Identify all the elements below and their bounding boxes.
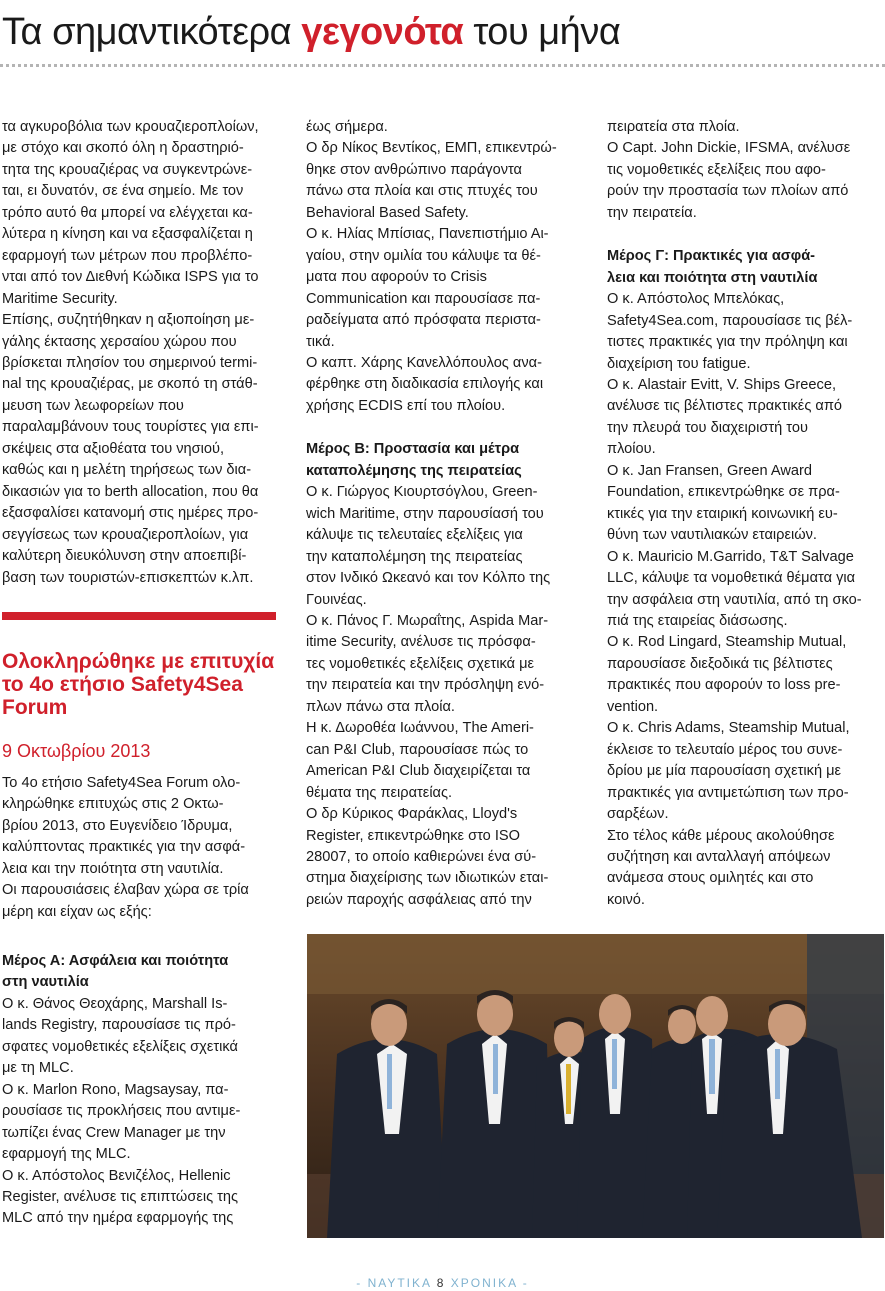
text-line: κάλυψε τις τελευταίες εξελίξεις για xyxy=(306,527,523,544)
text-line: με τη MLC. xyxy=(2,1060,74,1077)
text-line: American P&I Club διαχειρίζεται τα xyxy=(306,763,531,780)
page-number: 8 xyxy=(436,1276,446,1290)
text-line: Στο τέλος κάθε μέρους ακολούθησε xyxy=(607,827,835,844)
text-line: vention. xyxy=(607,698,659,715)
text-line: έκλεισε το τελευταίο μέρος του συνε- xyxy=(607,741,843,758)
text-line: πιά της εταιρείας διάσωσης. xyxy=(607,612,788,629)
text-line: Ο κ. Απόστολος Μπελόκας, xyxy=(607,291,785,308)
text-line: Ο κ. Απόστολος Βενιζέλος, Hellenic xyxy=(2,1167,231,1184)
text-line: σφατες νομοθετικές εξελίξεις σχετικά xyxy=(2,1038,238,1055)
text-line: στον Ινδικό Ωκεανό και τον Κόλπο της xyxy=(306,570,551,587)
column-1-top xyxy=(2,117,274,589)
text-line: πρακτικές που αφορούν το loss pre- xyxy=(607,677,841,694)
article-intro xyxy=(2,773,276,923)
text-line: την καταπολέμηση της πειρατείας xyxy=(306,548,523,565)
text-line: κτικές για την εταιρική κοινωνική ευ- xyxy=(607,505,838,522)
text-line: παρουσίασε διεξοδικά τις βέλτιστες xyxy=(607,655,833,672)
text-line: 28007, το οποίο καθιερώνει ένα σύ- xyxy=(306,848,537,865)
text-line: πρακτικές για αντιμετώπιση των προ- xyxy=(607,784,849,801)
text-line: δικασιών για το berth allocation, που θα xyxy=(2,483,259,500)
section-heading-line: λεια και ποιότητα στη ναυτιλία xyxy=(607,269,818,286)
text-line: καλύτερη διευκόλυνση στην αποεπιβί- xyxy=(2,548,247,565)
text-line: κοινό. xyxy=(607,891,645,908)
text-line: Γουινέας. xyxy=(306,591,367,608)
page-header xyxy=(0,6,885,66)
text-line: σκέψεις στα αξιοθέατα του νησιού, xyxy=(2,440,225,457)
text-line: σεγγίσεως των κρουαζιεροπλοίων, για xyxy=(2,526,249,543)
text-line: Οι παρουσιάσεις έλαβαν χώρα σε τρία xyxy=(2,882,249,899)
text-line: Επίσης, συζητήθηκαν η αξιοποίηση με- xyxy=(2,312,255,329)
title-accent: γεγονότα xyxy=(301,11,464,53)
text-line: τες νομοθετικές εξελίξεις σχετικά με xyxy=(306,655,534,672)
column-3 xyxy=(607,117,883,911)
text-line: πλων πάνω στα πλοία. xyxy=(306,698,455,715)
section-heading-line: Μέρος Β: Προστασία και μέτρα xyxy=(306,441,520,458)
article-title: Ολοκληρώθηκε με επιτυχία το 4ο ετήσιο Safety4Sea Forum xyxy=(2,650,275,719)
text-line: τα αγκυροβόλια των κρουαζιεροπλοίων, xyxy=(2,119,259,135)
text-line: ται, ει δυνατόν, σε ένα σημείο. Με τον xyxy=(2,183,244,200)
text-line: ματα που αφορούν το Crisis xyxy=(306,269,487,286)
text-line: δρίου με μία παρουσίαση σχετική με xyxy=(607,763,842,780)
text-line: σαρξέων. xyxy=(607,806,669,823)
text-line: θύνη των ναυτιλιακών εταιρειών. xyxy=(607,527,817,544)
text-line: Ο κ. Mauricio M.Garrido, T&T Salvage xyxy=(607,548,854,565)
text-line: Ο κ. Θάνος Θεοχάρης, Marshall Is- xyxy=(2,995,228,1012)
text-line: μέρη και είχαν ως εξής: xyxy=(2,903,152,920)
text-line: καλύπτοντας πρακτικές για την ασφά- xyxy=(2,839,246,856)
text-line: LLC, κάλυψε τα νομοθετικά θέματα για xyxy=(607,570,856,587)
text-line: ρούν την προστασία των πλοίων από xyxy=(607,183,849,200)
text-line: τητα της κρουαζιέρας να συγκεντρώνε- xyxy=(2,161,253,178)
text-line: μευση των λεωφορείων που xyxy=(2,397,184,414)
text-line: πειρατεία στα πλοία. xyxy=(607,119,740,135)
footer-left: - ΝΑΥΤΙΚΑ xyxy=(356,1276,432,1290)
text-line: Ο δρ Νίκος Βεντίκος, ΕΜΠ, επικεντρώ- xyxy=(306,140,557,157)
text-line: νται από τον Διεθνή Κώδικα ISPS για το xyxy=(2,269,259,286)
footer-right: ΧΡΟΝΙΚΑ - xyxy=(450,1276,529,1290)
text-line: wich Maritime, στην παρουσίασή του xyxy=(306,505,544,522)
section-heading-line: στη ναυτιλία xyxy=(2,974,89,991)
text-line: την πλευρά του διαχειριστή του xyxy=(607,419,808,436)
text-line: τωπίζει ένας Crew Manager με την xyxy=(2,1124,226,1141)
text-line: βρίου 2013, στο Ευγενίδειο Ίδρυμα, xyxy=(2,817,233,834)
text-line: ρουσίασε τις προκλήσεις που αντιμε- xyxy=(2,1103,241,1120)
text-line: Ο κ. Πάνος Γ. Μωραΐτης, Aspida Mar- xyxy=(306,612,549,629)
text-line: can P&I Club, παρουσίασε πώς το xyxy=(306,741,529,758)
text-line: Safety4Sea.com, παρουσίασε τις βέλ- xyxy=(607,312,853,329)
group-photo-image xyxy=(307,934,884,1238)
text-line: λεια και την ποιότητα στη ναυτιλία. xyxy=(2,860,224,877)
text-line: την πειρατεία. xyxy=(607,204,697,221)
paragraph-gap xyxy=(607,224,883,246)
text-line: γαίου, στην ομιλία του κάλυψε τα θέ- xyxy=(306,247,541,264)
text-line: Το 4ο ετήσιο Safety4Sea Forum ολο- xyxy=(2,775,241,791)
text-line: έως σήμερα. xyxy=(306,119,388,135)
text-line: nal της κρουαζιέρας, με σκοπό τη στάθ- xyxy=(2,376,258,393)
text-line: Ο κ. Alastair Evitt, V. Ships Greece, xyxy=(607,376,836,393)
text-line: τιστες πρακτικές για την πρόληψη και xyxy=(607,334,848,351)
text-line: Register, ανέλυσε τις επιπτώσεις της xyxy=(2,1188,239,1205)
text-line: MLC από την ημέρα εφαρμογής της xyxy=(2,1210,234,1227)
column-2 xyxy=(306,117,578,911)
text-line: φέρθηκε στη διαδικασία επιλογής και xyxy=(306,376,544,393)
text-line: Ο κ. Jan Fransen, Green Award xyxy=(607,462,812,479)
title-part2: του μήνα xyxy=(463,11,621,53)
text-line: βρίσκεται πλησίον του σημερινού termi- xyxy=(2,354,258,371)
text-line: Ο κ. Γιώργος Κιουρτσόγλου, Green- xyxy=(306,484,538,501)
text-line: συζήτηση και ανταλλαγή απόψεων xyxy=(607,848,831,865)
article-date: 9 Οκτωβρίου 2013 xyxy=(2,741,151,761)
text-line: βαση των τουριστών-επισκεπτών κ.λπ. xyxy=(2,569,254,586)
title-part1: Τα σημαντικότερα xyxy=(2,11,302,53)
text-line: Behavioral Based Safety. xyxy=(306,204,469,221)
text-line: Ο κ. Chris Adams, Steamship Mutual, xyxy=(607,720,850,737)
text-line: εξασφαλίσει κατανομή στις ημέρες προ- xyxy=(2,505,259,522)
text-line: Register, επικεντρώθηκε στο ISO xyxy=(306,827,520,844)
dotted-divider xyxy=(0,64,885,67)
text-line: Ο κ. Marlon Rono, Magsaysay, πα- xyxy=(2,1081,229,1098)
red-divider-bar xyxy=(2,612,276,620)
text-line: Communication και παρουσίασε πα- xyxy=(306,290,541,307)
text-line: καθώς και η μελέτη τηρήσεως των δια- xyxy=(2,462,252,479)
text-line: θέματα της πειρατείας. xyxy=(306,784,453,801)
text-line: τρόπο αυτό θα μπορεί να ελέγχεται κα- xyxy=(2,204,253,221)
text-line: Η κ. Δωροθέα Ιωάννου, The Ameri- xyxy=(306,720,534,737)
text-line: Ο Capt. John Dickie, IFSMA, ανέλυσε xyxy=(607,140,851,157)
text-line: ραδείγματα από πρόσφατα περιστα- xyxy=(306,312,541,329)
section-heading-line: Μέρος Α: Ασφάλεια και ποιότητα xyxy=(2,953,229,969)
text-line: την ασφάλεια στη ναυτιλία, από τη σκο- xyxy=(607,591,862,608)
text-line: θηκε στον ανθρώπινο παράγοντα xyxy=(306,161,522,178)
text-line: Foundation, επικεντρώθηκε σε πρα- xyxy=(607,484,840,501)
page-footer xyxy=(0,1276,885,1290)
text-line: Maritime Security. xyxy=(2,290,118,307)
text-line: με στόχο και σκοπό όλη η δραστηριό- xyxy=(2,140,244,157)
text-line: διαχείριση του fatigue. xyxy=(607,355,751,372)
text-line: λύτερα η κίνηση και να εξασφαλίζεται η xyxy=(2,226,253,243)
page-title xyxy=(2,10,620,54)
text-line: πλοίου. xyxy=(607,441,656,458)
part-a-block xyxy=(2,951,274,1230)
text-line: itime Security, ανέλυσε τις πρόσφα- xyxy=(306,634,536,651)
text-line: την πειρατεία και την πρόσληψη ενό- xyxy=(306,677,545,694)
text-line: τικά. xyxy=(306,333,335,350)
text-line: ρειών παροχής ασφάλειας από την xyxy=(306,891,532,908)
text-line: παραλαμβάνουν τους τουρίστες για επι- xyxy=(2,419,259,436)
text-line: Ο καπτ. Χάρης Κανελλόπουλος ανα- xyxy=(306,354,542,371)
text-line: Ο κ. Ηλίας Μπίσιας, Πανεπιστήμιο Αι- xyxy=(306,226,549,243)
text-line: γάλης έκτασης χερσαίου χώρου που xyxy=(2,333,237,350)
section-heading-line: Μέρος Γ: Πρακτικές για ασφά- xyxy=(607,248,816,265)
text-line: τις νομοθετικές εξελίξεις που αφο- xyxy=(607,161,826,178)
text-line: εφαρμογή των μέτρων που προβλέπο- xyxy=(2,247,253,264)
group-photo xyxy=(307,934,884,1238)
text-line: ανέλυσε τις βέλτιστες πρακτικές από xyxy=(607,398,843,415)
text-line: πάνω στα πλοία και στις πτυχές του xyxy=(306,183,538,200)
paragraph-gap xyxy=(306,417,578,439)
text-line: χρήσης ECDIS επί του πλοίου. xyxy=(306,397,506,414)
text-line: Ο δρ Κύρικος Φαράκλας, Lloyd's xyxy=(306,806,518,823)
section-heading-line: καταπολέμησης της πειρατείας xyxy=(306,462,522,479)
text-line: στημα διαχείρισης των ιδιωτικών εται- xyxy=(306,870,549,887)
text-line: εφαρμογή της MLC. xyxy=(2,1146,131,1163)
text-line: κληρώθηκε επιτυχώς στις 2 Οκτω- xyxy=(2,796,224,813)
text-line: ανάμεσα στους ομιλητές και στο xyxy=(607,870,814,887)
text-line: lands Registry, παρουσίασε τις πρό- xyxy=(2,1017,236,1034)
text-line: Ο κ. Rod Lingard, Steamship Mutual, xyxy=(607,634,847,651)
